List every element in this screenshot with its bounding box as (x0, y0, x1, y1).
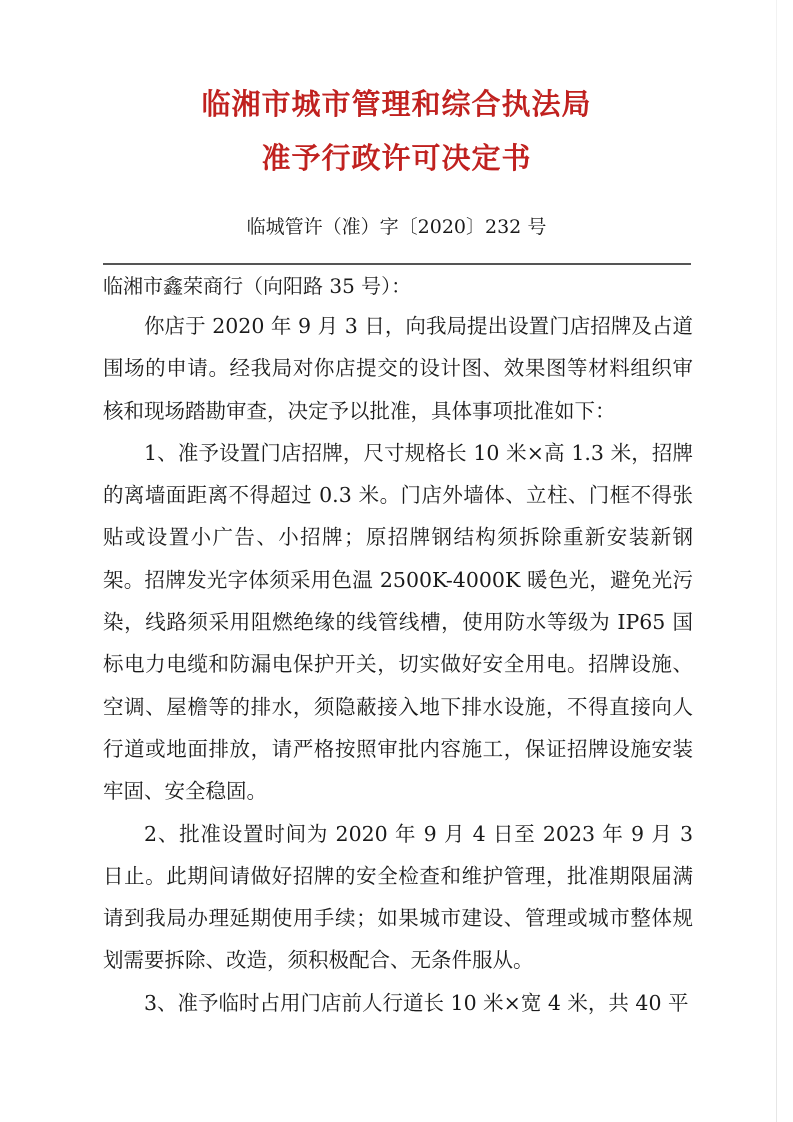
page-edge-shadow (776, 0, 777, 1122)
paragraph-intro: 你店于 2020 年 9 月 3 日，向我局提出设置门店招牌及占道围场的申请。经我局对你店提交的设计图、效果图等材料组织审核和现场踏勘审查，决定予以批准，具体事项批准如下： (103, 314, 693, 423)
paragraph-item-3: 3、准予临时占用门店前人行道长 10 米×宽 4 米，共 40 平 (144, 990, 689, 1015)
header-divider (103, 263, 691, 265)
document-title: 准予行政许可决定书 (261, 141, 532, 175)
issuing-authority-title: 临湘市城市管理和综合执法局 (201, 87, 592, 121)
document-body (103, 305, 693, 1024)
addressee: 临湘市鑫荣商行（向阳路 35 号）： (103, 274, 412, 298)
document-number: 临城管许（准）字〔2020〕232 号 (246, 216, 547, 238)
paragraph-item-2: 2、批准设置时间为 2020 年 9 月 4 日至 2023 年 9 月 3 日止。此期间请做好招牌的安全检查和维护管理，批准期限届满请到我局办理延期使用手续；如果城市建设、管理或城市整体规划需要拆除、改造，须积极配合、无条件服从。 (103, 821, 693, 973)
paragraph-item-1: 1、准予设置门店招牌，尺寸规格长 10 米×高 1.3 米，招牌的离墙面距离不得超过 0.3 米。门店外墙体、立柱、门框不得张贴或设置小广告、小招牌；原招牌钢结构须拆除重新安装新钢架。招牌发光字体须采用色温 2500K-4000K 暖色光，避免光污染，线路须采用阻燃绝缘的线管线槽，使用防水等级为 IP65 国标电力电缆和防漏电保护开关，切实做好安全用电。招牌设施、空调、屋檐等的排水，须隐蔽接入地下排水设施，不得直接向人行道或地面排放，请严格按照审批内容施工，保证招牌设施安装牢固、安全稳固。 (103, 440, 693, 804)
